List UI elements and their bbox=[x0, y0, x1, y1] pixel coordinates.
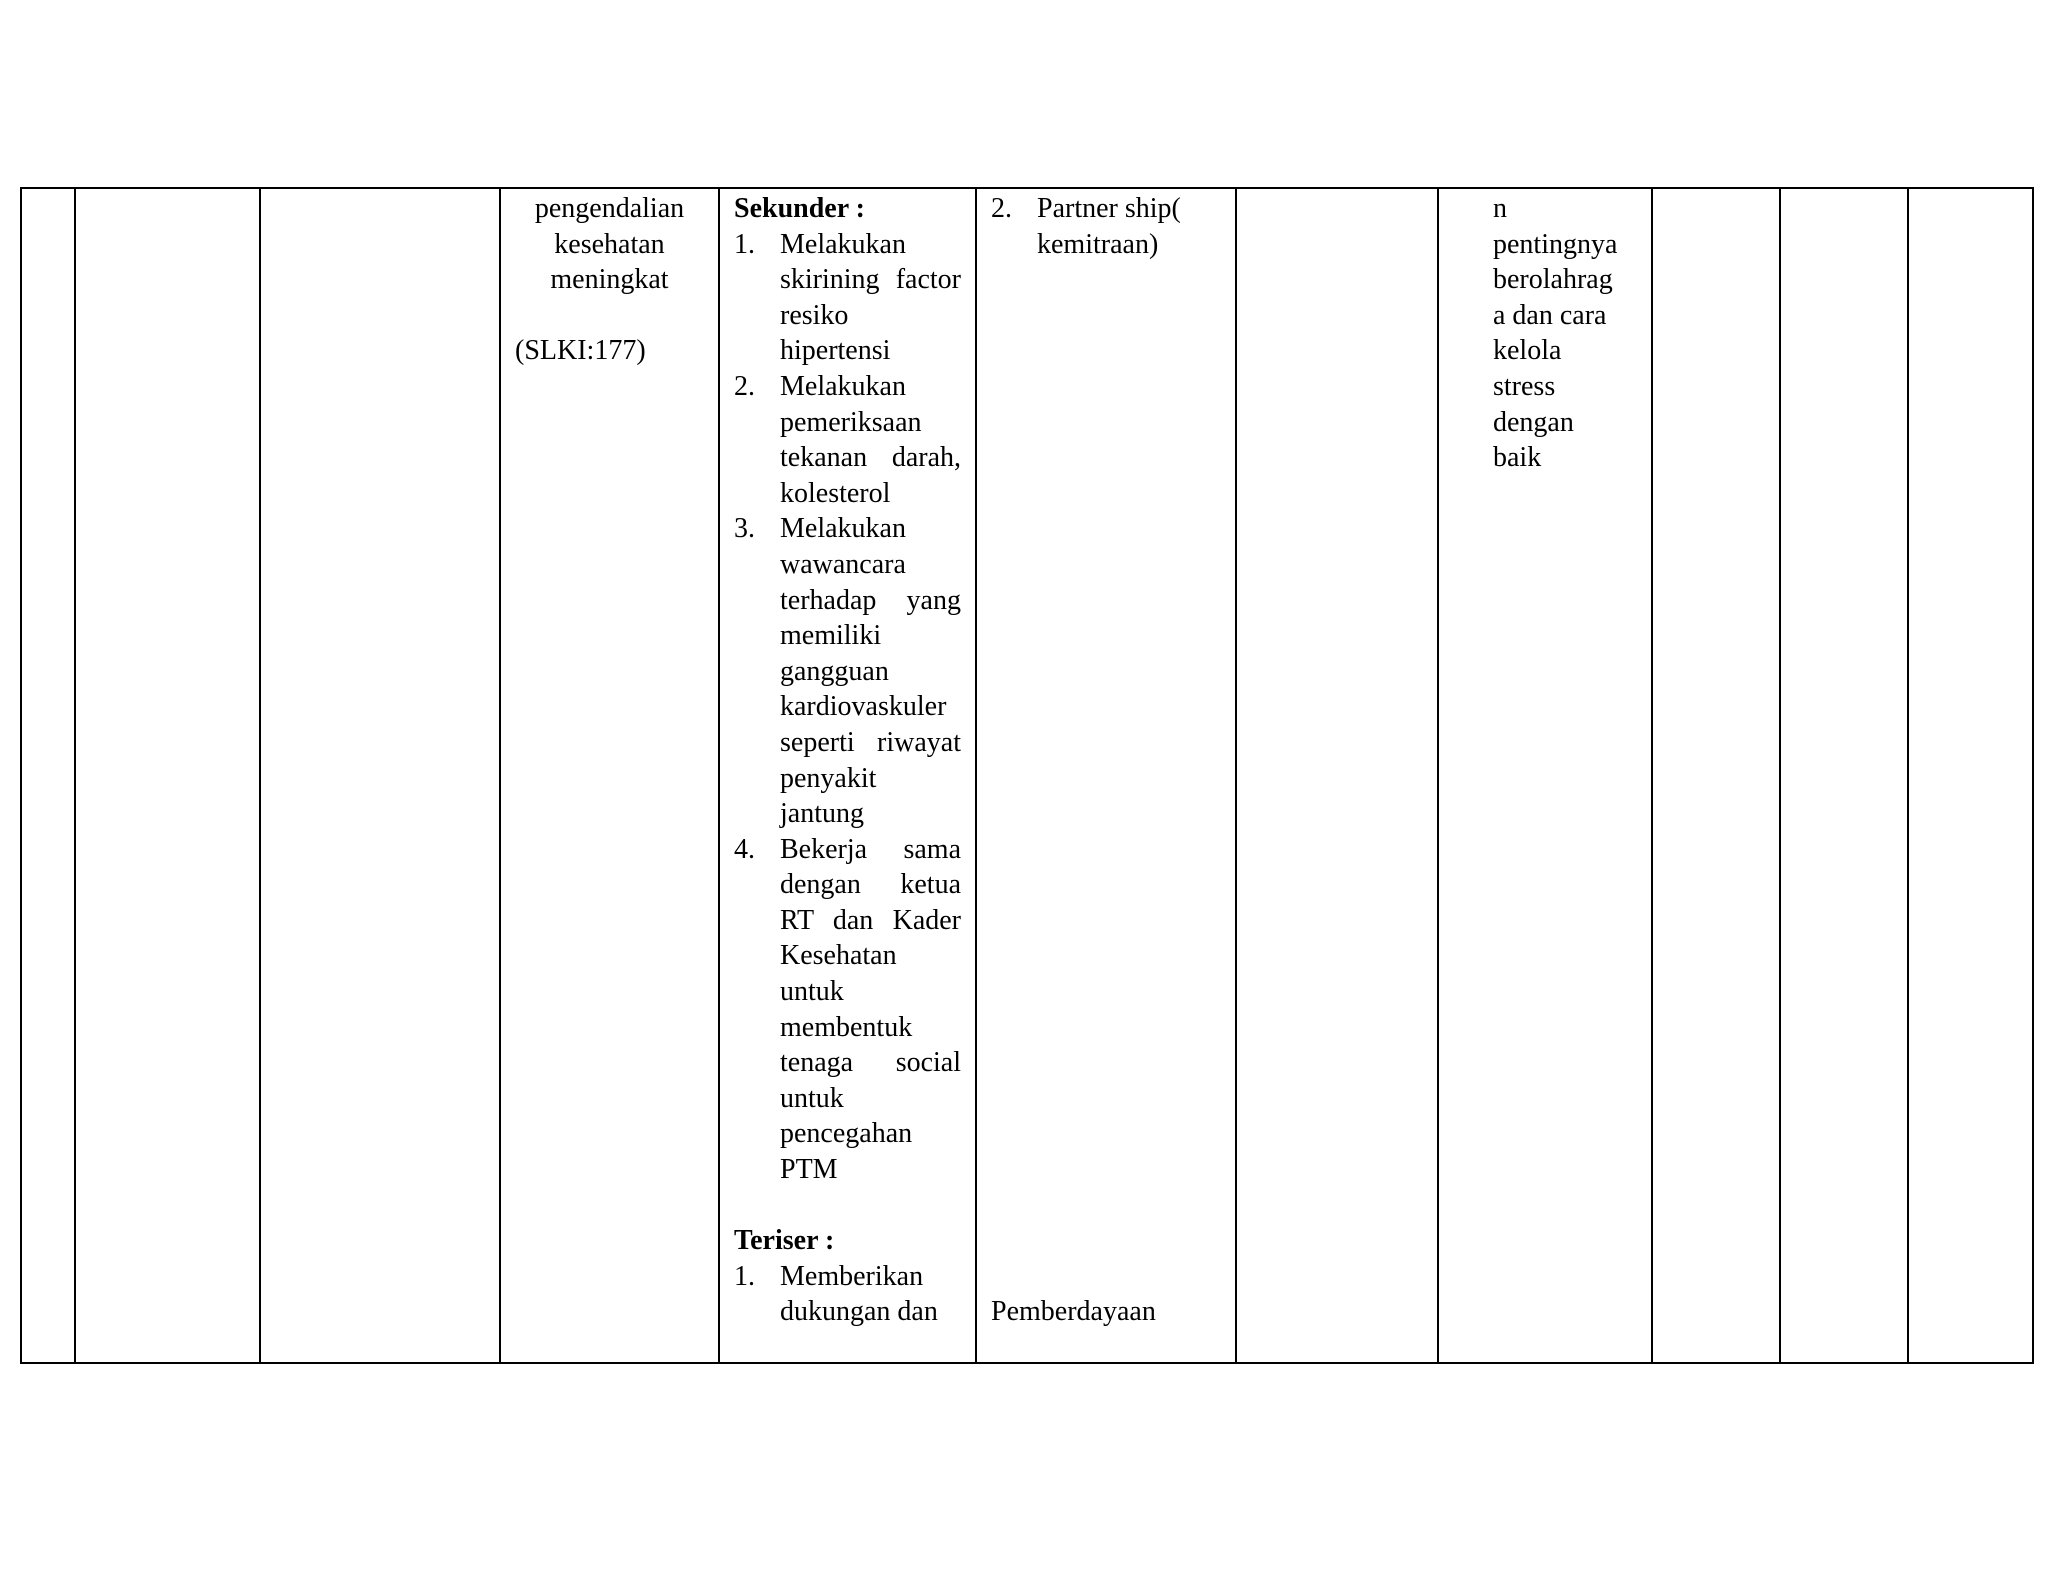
cell-empty bbox=[1652, 188, 1780, 1363]
tertiary-list bbox=[734, 1259, 961, 1330]
list-item-text: Partner ship( kemitraan) bbox=[1037, 193, 1181, 260]
cell-empty bbox=[1908, 188, 2033, 1363]
list-item-number: 3. bbox=[734, 513, 755, 545]
evaluation-text: n pentingnya berolahrag a dan cara kelola stress dengan baik bbox=[1493, 193, 1618, 474]
cell-number bbox=[21, 188, 75, 1363]
list-item-text: Melakukan wawancara terhadap yang memiliki gangguan kardiovaskuler seperti riwayat penyakit jantung bbox=[780, 513, 961, 830]
list-item bbox=[991, 191, 1221, 262]
list-item bbox=[734, 369, 961, 511]
outcome-reference: (SLKI:177) bbox=[515, 335, 646, 367]
list-item-text: Memberikan dukungan dan bbox=[780, 1260, 938, 1328]
list-item bbox=[734, 1259, 961, 1330]
outcome-line: meningkat bbox=[550, 264, 669, 296]
secondary-heading: Sekunder : bbox=[734, 193, 865, 224]
cell-empty bbox=[1236, 188, 1438, 1363]
list-item-number: 4. bbox=[734, 833, 755, 865]
cell-strategy bbox=[976, 188, 1236, 1363]
outcome-line: pengendalian bbox=[534, 193, 685, 224]
care-plan-table bbox=[20, 187, 2034, 1364]
list-item-number: 1. bbox=[734, 1260, 755, 1292]
cell-intervention bbox=[719, 188, 976, 1363]
list-item bbox=[734, 511, 961, 831]
list-item-text: Bekerja sama dengan ketua RT dan Kader Kesehatan untuk membentuk tenaga social untuk pencegahan PTM bbox=[780, 833, 961, 1186]
cell-evaluation bbox=[1438, 188, 1652, 1363]
list-item bbox=[734, 832, 961, 1188]
cell-goal bbox=[260, 188, 500, 1363]
table-row bbox=[21, 188, 2033, 1363]
empowerment-label: Pemberdayaan bbox=[991, 1296, 1156, 1328]
cell-empty bbox=[1780, 188, 1908, 1363]
list-item-number: 2. bbox=[734, 370, 755, 402]
list-item-text: Melakukan pemeriksaan tekanan darah, kolesterol bbox=[780, 370, 961, 509]
strategy-list bbox=[991, 191, 1221, 262]
secondary-list bbox=[734, 227, 961, 1188]
list-item bbox=[734, 227, 961, 369]
list-item-text: Melakukan skirining factor resiko hipertensi bbox=[780, 228, 961, 367]
cell-outcome bbox=[500, 188, 719, 1363]
tertiary-heading: Teriser : bbox=[734, 1225, 835, 1257]
list-item-number: 2. bbox=[991, 193, 1012, 224]
outcome-line: kesehatan bbox=[554, 228, 665, 260]
cell-diagnosis bbox=[75, 188, 260, 1363]
list-item-number: 1. bbox=[734, 228, 755, 260]
